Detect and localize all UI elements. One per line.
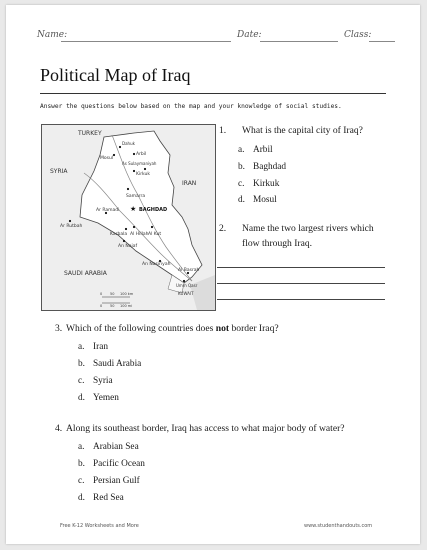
map-label-city: Karbala xyxy=(110,232,128,237)
question-number: 1. xyxy=(219,125,227,136)
question-text: What is the capital city of Iraq? xyxy=(242,125,363,136)
class-label: Class: xyxy=(344,30,372,40)
footer-left-text: Free K-12 Worksheets and More xyxy=(60,523,139,529)
map-label-city: An Najaf xyxy=(118,244,138,249)
date-line xyxy=(260,41,338,42)
map-label-city: Samarra xyxy=(126,194,146,199)
question-number: 4. xyxy=(55,423,63,434)
map-label-city: Kirkuk xyxy=(136,172,150,177)
map-label-country: KUWAIT xyxy=(178,291,194,296)
iraq-map xyxy=(41,124,216,311)
question-text-line-2: flow through Iraq. xyxy=(242,238,313,249)
map-label-capital: BAGHDAD xyxy=(139,207,168,213)
title-divider xyxy=(40,93,386,94)
map-label-city: Al Kut xyxy=(148,232,162,237)
svg-text:50: 50 xyxy=(110,292,115,296)
instructions-text: Answer the questions below based on the map and your knowledge of social studies. xyxy=(40,103,342,110)
question-number: 2. xyxy=(219,223,227,234)
map-label-city: Umm Qasr xyxy=(176,283,198,288)
page-title: Political Map of Iraq xyxy=(40,65,191,85)
map-label-country: TURKEY xyxy=(78,130,102,137)
name-line xyxy=(61,41,231,42)
map-label-city: As Sulaymaniyah xyxy=(122,161,157,166)
svg-text:100 mi: 100 mi xyxy=(120,304,133,308)
svg-text:100 km: 100 km xyxy=(120,292,134,296)
worksheet-page: Name: Date: Class: Political Map of Iraq Answer the questions below based on the map and your knowledge of social studies. ★ TURKEY SYRIA IRAN SAUDI ARABIA KUWAIT BAGHDAD Dahuk Mosul Arbil As Sulaymaniyah Kirkuk Samarra Ar Ramadi Karbala Al Hillah Al Kut An Najaf Ar Rutbah An Nasiriyah Al Basrah Umm Qasr 0 50 100 km 0 50 100 mi 1. What is the capital city of Iraq? a. Arbil b. Baghdad c. Kirkuk d. Mosul 2. Name the two largest rivers which flow through Iraq. 3. Which of the following countries does not border Iraq? a. Iran b. Saudi Arabia c. Syria d. Yemen 4. Along its southeast border, Iraq has access to what major body of water? a. Arabian Sea b. Pacific Ocean c. Persian Gulf d. Red Sea Free K-12 Worksheets and More www.studenthandouts.com xyxy=(6,5,420,544)
student-info-header xyxy=(37,28,395,46)
question-text: Along its southeast border, Iraq has access to what major body of water? xyxy=(66,423,345,434)
name-label: Name: xyxy=(37,30,68,40)
svg-text:0: 0 xyxy=(100,292,103,296)
svg-text:50: 50 xyxy=(110,304,115,308)
date-label: Date: xyxy=(237,30,262,40)
map-label-country: IRAN xyxy=(182,180,197,187)
question-text-line-1: Name the two largest rivers which xyxy=(242,223,374,234)
iraq-map-graphic xyxy=(42,125,215,310)
map-label-city: An Nasiriyah xyxy=(142,262,171,267)
question-text: Which of the following countries does not border Iraq? xyxy=(66,323,279,334)
question-number: 3. xyxy=(55,323,63,334)
footer-website[interactable]: www.studenthandouts.com xyxy=(304,523,373,529)
map-label-city: Mosul xyxy=(100,156,114,161)
map-label-city: Al Basrah xyxy=(178,268,200,273)
map-label-city: Ar Ramadi xyxy=(96,208,120,213)
question-2 xyxy=(219,223,419,253)
answer-line[interactable] xyxy=(217,267,385,268)
capital-star-icon: ★ xyxy=(130,205,137,213)
emphasis-not: not xyxy=(215,323,230,334)
map-label-city: Arbil xyxy=(136,152,147,157)
answer-line[interactable] xyxy=(217,299,385,300)
map-label-city: Al Hillah xyxy=(130,232,149,237)
map-label-country: SYRIA xyxy=(50,168,68,175)
map-label-country: SAUDI ARABIA xyxy=(64,270,107,277)
class-line xyxy=(369,41,395,42)
map-label-city: Dahuk xyxy=(122,141,135,146)
map-label-city: Ar Rutbah xyxy=(60,224,83,229)
answer-line[interactable] xyxy=(217,283,385,284)
svg-text:0: 0 xyxy=(100,304,103,308)
